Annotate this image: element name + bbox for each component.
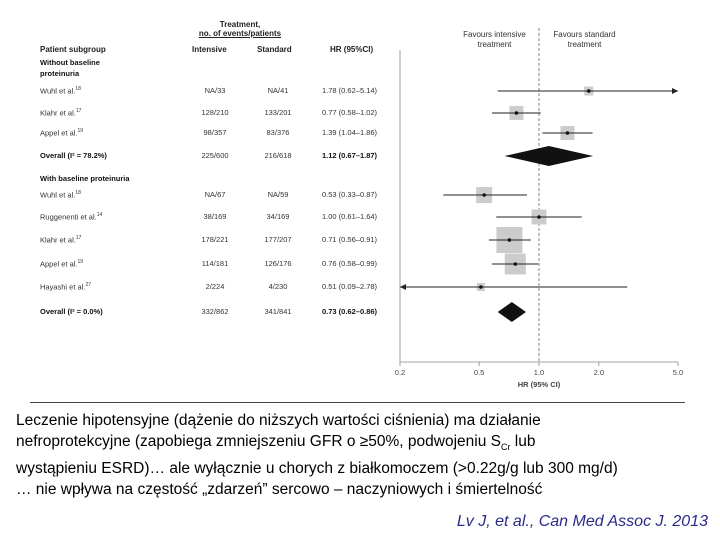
caption-text [16,410,716,500]
caption-line-2: nefroprotekcyjne (zapobiega zmniejszeniu GFR o ≥50%, podwojeniu $S_{Cr}$ lub [16,433,536,453]
point-estimate [515,111,519,115]
intensive-events: 128/210 [201,108,229,117]
standard-events: 4/230 [268,282,288,291]
intensive-events: 114/181 [201,259,229,268]
point-estimate [513,262,517,266]
intensive-events: 178/221 [201,235,229,244]
intensive-events: 98/357 [203,128,227,137]
standard-header: Standard [257,45,292,54]
intensive-events: 38/169 [203,212,227,221]
point-estimate [482,193,486,197]
standard-events: 177/207 [264,235,292,244]
intensive-events: NA/33 [204,86,226,95]
point-estimate [508,238,512,242]
favours-intensive-label: Favours intensive treatment [463,30,526,49]
standard-events: 341/841 [264,307,292,316]
overall-diamond [504,146,593,166]
row-label: Wuhl et al.$^{18}$ [40,86,81,96]
caption-line-4: … nie wpływa na częstość „zdarzeń” sercowo – naczyniowych i śmiertelność [16,481,543,499]
intensive-events: 225/600 [201,151,229,160]
row-label: Overall (I² = 78.2%) [40,151,107,160]
intensive-events: 2/224 [205,282,225,291]
row-label: Overall (I² = 0.0%) [40,307,103,316]
hr-value: 1.00 (0.61–1.64) [322,212,378,221]
x-tick-label: 1.0 [533,368,545,377]
row-label: Appel et al.$^{19}$ [40,128,84,138]
standard-events: 83/376 [266,128,290,137]
intensive-events: NA/67 [204,190,226,199]
point-estimate [537,215,541,219]
hr-value: 0.77 (0.58–1.02) [322,108,378,117]
row-label: Hayashi et al.$^{27}$ [40,282,92,292]
row-label: Klahr et al.$^{17}$ [40,235,82,245]
point-estimate [587,89,591,93]
x-tick-label: 5.0 [672,368,684,377]
row-label: Appel et al.$^{19}$ [40,259,84,269]
treatment-header: Treatment, no. of events/patients [198,20,282,38]
hr-value: 1.12 (0.67–1.87) [322,151,378,160]
group-title-with-proteinuria: With baseline proteinuria [40,174,130,183]
row-label: Klahr et al.$^{17}$ [40,108,82,118]
hr-header: HR (95%CI) [330,45,374,54]
intensive-events: 332/862 [201,307,229,316]
ci-arrow-left [400,284,406,290]
x-tick-label: 2.0 [593,368,605,377]
overall-diamond [498,302,526,322]
ci-arrow-right [672,88,678,94]
patient-subgroup-header: Patient subgroup [40,45,106,54]
favours-standard-label: Favours standard treatment [553,30,616,49]
caption-line-1: Leczenie hipotensyjne (dążenie do niższych wartości ciśnienia) ma działanie [16,412,541,429]
hr-value: 0.71 (0.56–0.91) [322,235,378,244]
standard-events: 216/618 [264,151,292,160]
separator-line [30,402,685,403]
standard-events: NA/59 [267,190,289,199]
x-tick-label: 0.5 [473,368,485,377]
hr-value: 0.76 (0.58–0.99) [322,259,378,268]
row-label: Wuhl et al.$^{18}$ [40,190,81,200]
caption-line-3: wystąpieniu ESRD)… ale wyłącznie u chorych z białkomoczem (>0.22g/g lub 300 mg/d) [16,460,618,478]
intensive-header: Intensive [192,45,227,54]
standard-events: NA/41 [267,86,289,95]
x-tick-label: 0.2 [394,368,406,377]
x-axis-label: HR (95% CI) [517,380,561,389]
row-label: Ruggenenti et al.$^{14}$ [40,212,103,222]
point-estimate [566,131,570,135]
hr-value: 0.73 (0.62–0.86) [322,307,378,316]
standard-events: 133/201 [264,108,292,117]
standard-events: 126/176 [264,259,292,268]
citation: Lv J, et al., Can Med Assoc J. 2013 [456,513,708,530]
group-title-without-proteinuria: Without baseline proteinuria [40,58,100,78]
hr-value: 0.51 (0.09–2.78) [322,282,378,291]
standard-events: 34/169 [266,212,290,221]
point-estimate [479,285,483,289]
hr-value: 1.39 (1.04–1.86) [322,128,378,137]
hr-value: 0.53 (0.33–0.87) [322,190,378,199]
hr-value: 1.78 (0.62–5.14) [322,86,378,95]
